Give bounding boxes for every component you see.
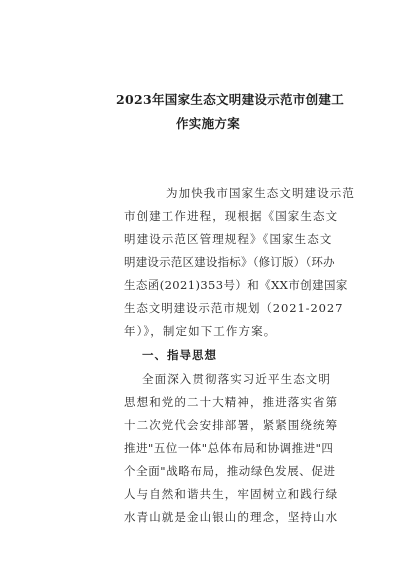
document-title-line-1: 2023年国家生态文明建设示范市创建工 — [116, 92, 344, 107]
paragraph-line: 人与自然和谐共生，牢固树立和践行绿 — [124, 487, 339, 501]
paragraph-line: 水青山就是金山银山的理念，坚持山水 — [124, 510, 339, 524]
paragraph-line: 生态文明建设示范市规划（2021-2027 — [124, 301, 344, 315]
paragraph-line: 十二次党代会安排部署，紧紧围绕统筹 — [124, 418, 339, 432]
paragraph-line: 个全面"战略布局，推动绿色发展、促进 — [124, 464, 336, 478]
paragraph-line: 生态函(2021)353号）和《XX市创建国家 — [124, 278, 348, 292]
section-heading: 一、指导思想 — [142, 348, 217, 362]
paragraph-line: 思想和党的二十大精神，推进落实省第 — [124, 395, 339, 409]
paragraph-line: 全面深入贯彻落实习近平生态文明 — [142, 372, 331, 386]
paragraph-line: 明建设示范区管理规程》《国家生态文 — [124, 232, 333, 246]
paragraph-line: 市创建工作进程，现根据《国家生态文 — [124, 209, 339, 223]
paragraph-line: 年）》，制定如下工作方案。 — [124, 324, 277, 338]
paragraph-line: 为加快我市国家生态文明建设示范 — [166, 186, 355, 200]
paragraph-line: 明建设示范区建设指标》（修订版）（环办 — [124, 255, 335, 269]
paragraph-line: 推进"五位一体"总体布局和协调推进"四 — [124, 441, 334, 455]
document-title-line-2: 作实施方案 — [176, 116, 241, 131]
